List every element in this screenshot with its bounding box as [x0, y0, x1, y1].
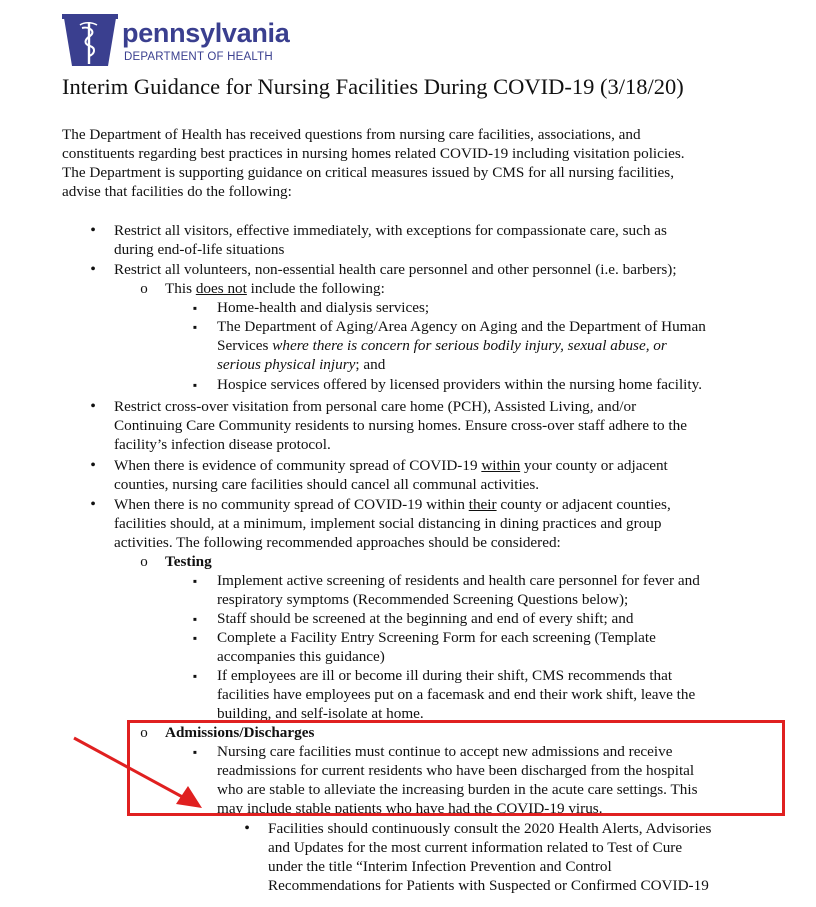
bullet-circle-icon: o [140, 281, 148, 297]
bullet-disc-icon: • [90, 496, 96, 513]
list-item: facilities should, at a minimum, implement social distancing in dining practices and group [114, 515, 662, 532]
bullet-disc-icon: • [90, 261, 96, 278]
list-item: Recommendations for Patients with Suspected or Confirmed COVID-19 [268, 877, 709, 894]
list-item: Hospice services offered by licensed providers within the nursing home facility. [217, 376, 703, 393]
bullet-square-icon: ▪ [192, 612, 198, 626]
intro-line: advise that facilities do the following: [62, 183, 292, 200]
bullet-square-icon: ▪ [192, 320, 198, 334]
bullet-circle-icon: o [140, 554, 148, 570]
bullet-square-icon: ▪ [192, 301, 198, 315]
list-item: facilities have employees put on a facemask and end their work shift, leave the [217, 686, 696, 703]
bullet-disc-icon: • [90, 457, 96, 474]
list-item: activities. The following recommended approaches should be considered: [114, 534, 561, 551]
pa-health-logo [62, 14, 302, 70]
highlight-box [127, 720, 785, 816]
list-item: serious physical injury; and [217, 356, 386, 373]
list-item: When there is evidence of community spread of COVID-19 within your county or adjacent [114, 457, 668, 474]
bullet-square-icon: ▪ [192, 745, 198, 759]
bullet-square-icon: ▪ [192, 631, 198, 645]
list-item: Restrict all volunteers, non-essential health care personnel and other personnel (i.e. barbers); [114, 261, 677, 278]
list-item: Restrict cross-over visitation from personal care home (PCH), Assisted Living, and/or [114, 398, 637, 415]
bullet-disc-icon: • [244, 820, 250, 837]
list-item: readmissions for current residents who have been discharged from the hospital [217, 762, 695, 779]
list-item: If employees are ill or become ill during their shift, CMS recommends that [217, 667, 673, 684]
logo-wordmark: pennsylvania [122, 18, 290, 48]
bullet-square-icon: ▪ [192, 574, 198, 588]
list-item: who are stable to alleviate the increasing burden in the acute care settings. This [217, 781, 698, 798]
list-item: may include stable patients who have had the COVID-19 virus. [217, 800, 603, 817]
intro-line: The Department of Health has received questions from nursing care facilities, associations, and [62, 126, 641, 143]
bullet-square-icon: ▪ [192, 378, 198, 392]
list-item: Facilities should continuously consult the 2020 Health Alerts, Advisories [268, 820, 712, 837]
bullet-disc-icon: • [90, 398, 96, 415]
list-item: Services where there is concern for serious bodily injury, sexual abuse, or [217, 337, 667, 354]
list-item: and Updates for the most current information related to Test of Cure [268, 839, 683, 856]
list-item: building, and self-isolate at home. [217, 705, 424, 722]
list-item: Implement active screening of residents and health care personnel for fever and [217, 572, 700, 589]
list-item: accompanies this guidance) [217, 648, 385, 665]
list-item: This does not include the following: [165, 280, 385, 297]
admissions-heading: Admissions/Discharges [165, 724, 315, 741]
list-item: during end-of-life situations [114, 241, 285, 258]
page-title: Interim Guidance for Nursing Facilities During COVID-19 (3/18/20) [62, 74, 684, 99]
list-item: under the title “Interim Infection Prevention and Control [268, 858, 612, 875]
list-item: Continuing Care Community residents to nursing homes. Ensure cross-over staff adhere to the [114, 417, 687, 434]
list-item: facility’s infection disease protocol. [114, 436, 331, 453]
bullet-circle-icon: o [140, 725, 148, 741]
list-item: The Department of Aging/Area Agency on Aging and the Department of Human [217, 318, 706, 335]
red-arrow-icon [70, 730, 220, 820]
list-item: When there is no community spread of COVID-19 within their county or adjacent counties, [114, 496, 671, 513]
logo-subtitle: DEPARTMENT OF HEALTH [124, 51, 273, 63]
list-item: respiratory symptoms (Recommended Screening Questions below); [217, 591, 629, 608]
testing-heading: Testing [165, 553, 212, 570]
bullet-square-icon: ▪ [192, 669, 198, 683]
list-item: Nursing care facilities must continue to accept new admissions and receive [217, 743, 673, 760]
list-item: counties, nursing care facilities should cancel all communal activities. [114, 476, 540, 493]
keystone-logo-icon [62, 14, 118, 68]
bullet-disc-icon: • [90, 222, 96, 239]
list-item: Restrict all visitors, effective immediately, with exceptions for compassionate care, such as [114, 222, 667, 239]
list-item: Home-health and dialysis services; [217, 299, 430, 316]
list-item: Staff should be screened at the beginning and end of every shift; and [217, 610, 634, 627]
intro-line: constituents regarding best practices in nursing homes related COVID-19 including visitation policies. [62, 145, 685, 162]
intro-line: The Department is supporting guidance on critical measures issued by CMS for all nursing facilities, [62, 164, 675, 181]
list-item: Complete a Facility Entry Screening Form for each screening (Template [217, 629, 656, 646]
